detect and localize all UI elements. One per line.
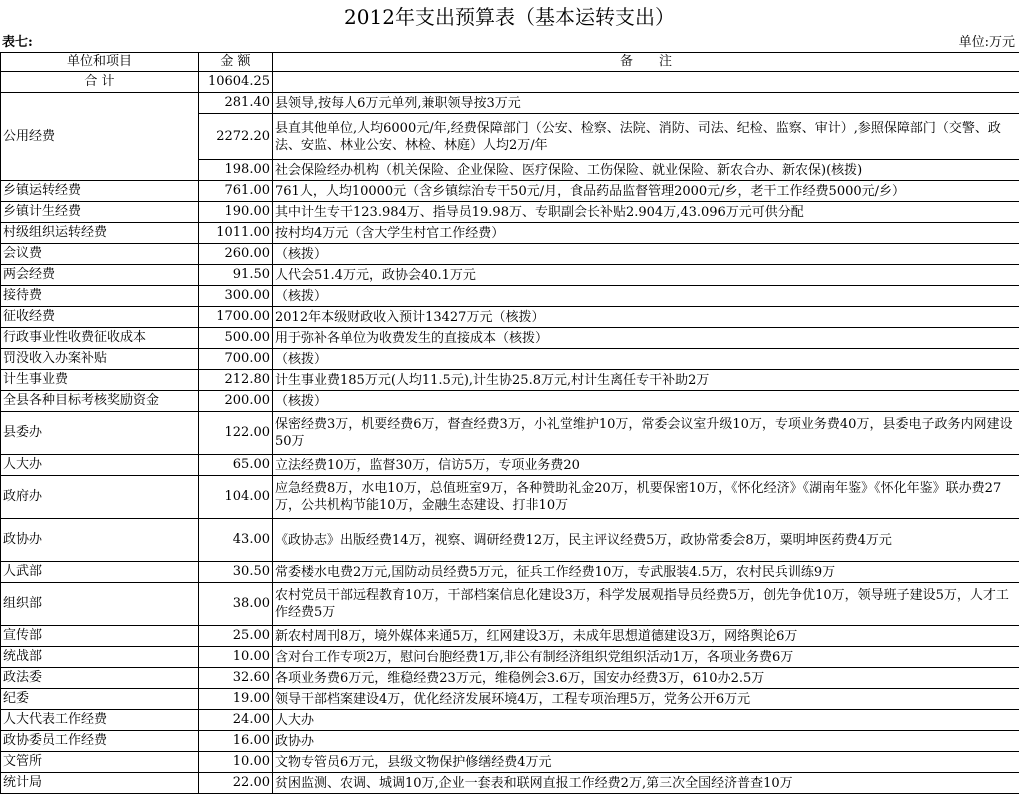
budget-table xyxy=(0,52,1019,794)
row-remark: （核拨） xyxy=(273,244,1019,265)
row-item: 政法委 xyxy=(1,668,199,689)
row-amount: 91.50 xyxy=(199,265,273,286)
row-remark: 各项业务费6万元，维稳经费23万元，维稳例会3.6万，国安办经费3万，610办2.5万 xyxy=(273,668,1019,689)
row-amount: 10.00 xyxy=(199,647,273,668)
table-row xyxy=(1,455,1019,476)
total-remark xyxy=(273,72,1019,93)
table-row xyxy=(1,307,1019,328)
row-remark: （核拨） xyxy=(273,349,1019,370)
row-amount: 19.00 xyxy=(199,689,273,710)
table-row xyxy=(1,181,1019,202)
row-amount: 65.00 xyxy=(199,455,273,476)
row-item: 两会经费 xyxy=(1,265,199,286)
row-amount: 212.80 xyxy=(199,370,273,391)
row-item: 村级组织运转经费 xyxy=(1,223,199,244)
row-item: 接待费 xyxy=(1,286,199,307)
table-row xyxy=(1,773,1019,794)
row-remark: 贫困监测、农调、城调10万,企业一套表和联网直报工作经费2万,第三次全国经济普查10万 xyxy=(273,773,1019,794)
row-remark: 政协办 xyxy=(273,731,1019,752)
row-item: 计生事业费 xyxy=(1,370,199,391)
row-amount: 281.40 xyxy=(199,93,273,114)
row-remark: 社会保险经办机构（机关保险、企业保险、医疗保险、工伤保险、就业保险、新农合办、新农保)(核拨) xyxy=(273,160,1019,181)
table-row xyxy=(1,583,1019,626)
row-remark: 常委楼水电费2万元,国防动员经费5万元，征兵工作经费10万，专武服装4.5万，农村民兵训练9万 xyxy=(273,562,1019,583)
row-remark: （核拨） xyxy=(273,286,1019,307)
row-amount: 2272.20 xyxy=(199,114,273,160)
row-item: 组织部 xyxy=(1,583,199,626)
row-amount: 10.00 xyxy=(199,752,273,773)
row-remark: 领导干部档案建设4万，优化经济发展环境4万，工程专项治理5万，党务公开6万元 xyxy=(273,689,1019,710)
row-amount: 1700.00 xyxy=(199,307,273,328)
table-row xyxy=(1,391,1019,412)
row-amount: 700.00 xyxy=(199,349,273,370)
row-item: 纪委 xyxy=(1,689,199,710)
row-amount: 22.00 xyxy=(199,773,273,794)
row-amount: 500.00 xyxy=(199,328,273,349)
row-item: 乡镇运转经费 xyxy=(1,181,199,202)
row-remark: 县直其他单位,人均6000元/年,经费保障部门（公安、检察、法院、消防、司法、纪检、监察、审计）,参照保障部门（交警、政法、安监、林业公安、林检、林庭）人均2万/年 xyxy=(273,114,1019,160)
header-item: 单位和项目 xyxy=(1,53,199,72)
table-row xyxy=(1,412,1019,455)
row-remark: 《政协志》出版经费14万，视察、调研经费12万，民主评议经费5万，政协常委会8万，粟明坤医药费4万元 xyxy=(273,519,1019,562)
row-amount: 260.00 xyxy=(199,244,273,265)
total-label: 合 计 xyxy=(1,72,199,93)
page-title: 2012年支出预算表（基本运转支出） xyxy=(0,0,1019,34)
total-amount: 10604.25 xyxy=(199,72,273,93)
row-amount: 761.00 xyxy=(199,181,273,202)
row-remark: 按村均4万元（含大学生村官工作经费） xyxy=(273,223,1019,244)
row-remark: 计生事业费185万元(人均11.5元),计生协25.8万元,村计生离任专干补助2万 xyxy=(273,370,1019,391)
row-item: 人武部 xyxy=(1,562,199,583)
row-remark: 含对台工作专项2万，慰问台胞经费1万,非公有制经济组织党组织活动1万，各项业务费6万 xyxy=(273,647,1019,668)
table-label: 表七: xyxy=(2,34,33,52)
table-row xyxy=(1,265,1019,286)
row-remark: 新农村周刊8万，境外媒体来通5万，红网建设3万，未成年思想道德建设3万，网络舆论6万 xyxy=(273,626,1019,647)
table-row xyxy=(1,668,1019,689)
table-row xyxy=(1,562,1019,583)
row-amount: 30.50 xyxy=(199,562,273,583)
table-row xyxy=(1,476,1019,519)
row-remark: 县领导,按每人6万元单列,兼职领导按3万元 xyxy=(273,93,1019,114)
row-item: 会议费 xyxy=(1,244,199,265)
row-item: 文管所 xyxy=(1,752,199,773)
row-amount: 104.00 xyxy=(199,476,273,519)
table-row xyxy=(1,93,1019,114)
row-amount: 198.00 xyxy=(199,160,273,181)
table-row xyxy=(1,710,1019,731)
row-remark: 用于弥补各单位为收费发生的直接成本（核拨） xyxy=(273,328,1019,349)
row-remark: （核拨） xyxy=(273,391,1019,412)
table-row xyxy=(1,244,1019,265)
header-amount: 金 额 xyxy=(199,53,273,72)
table-row xyxy=(1,370,1019,391)
row-amount: 122.00 xyxy=(199,412,273,455)
table-row xyxy=(1,647,1019,668)
row-item: 行政事业性收费征收成本 xyxy=(1,328,199,349)
row-remark: 2012年本级财政收入预计13427万元（核拨） xyxy=(273,307,1019,328)
row-amount: 1011.00 xyxy=(199,223,273,244)
row-amount: 16.00 xyxy=(199,731,273,752)
row-item: 政协办 xyxy=(1,519,199,562)
row-remark: 农村党员干部远程教育10万，干部档案信息化建设3万，科学发展观指导员经费5万，创先争优10万，领导班子建设5万，人才工作经费5万 xyxy=(273,583,1019,626)
row-item: 县委办 xyxy=(1,412,199,455)
unit-label: 单位:万元 xyxy=(959,34,1015,52)
row-amount: 25.00 xyxy=(199,626,273,647)
table-row xyxy=(1,519,1019,562)
row-item: 征收经费 xyxy=(1,307,199,328)
row-amount: 43.00 xyxy=(199,519,273,562)
table-row xyxy=(1,202,1019,223)
row-remark: 文物专管员6万元，县级文物保护修缮经费4万元 xyxy=(273,752,1019,773)
row-item: 人大办 xyxy=(1,455,199,476)
total-row xyxy=(1,72,1019,93)
row-amount: 300.00 xyxy=(199,286,273,307)
table-row xyxy=(1,626,1019,647)
table-row xyxy=(1,689,1019,710)
row-item: 罚没收入办案补贴 xyxy=(1,349,199,370)
row-item: 全县各种目标考核奖励资金 xyxy=(1,391,199,412)
table-row xyxy=(1,223,1019,244)
table-row xyxy=(1,328,1019,349)
row-item: 统战部 xyxy=(1,647,199,668)
row-remark: 人大办 xyxy=(273,710,1019,731)
row-item: 公用经费 xyxy=(1,93,199,181)
row-remark: 应急经费8万，水电10万，总值班室9万，各种赞助礼金20万，机要保密10万，《怀化经济》《湖南年鉴》《怀化年鉴》联办费27万，公共机构节能10万，金融生态建设、打非10万 xyxy=(273,476,1019,519)
table-row xyxy=(1,752,1019,773)
row-item: 宣传部 xyxy=(1,626,199,647)
row-amount: 32.60 xyxy=(199,668,273,689)
row-remark: 人代会51.4万元，政协会40.1万元 xyxy=(273,265,1019,286)
row-amount: 190.00 xyxy=(199,202,273,223)
table-row xyxy=(1,731,1019,752)
row-item: 人大代表工作经费 xyxy=(1,710,199,731)
row-item: 乡镇计生经费 xyxy=(1,202,199,223)
row-remark: 其中计生专干123.984万、指导员19.98万、专职副会长补贴2.904万,43.096万元可供分配 xyxy=(273,202,1019,223)
header-remark: 备 注 xyxy=(273,53,1019,72)
row-item: 政协委员工作经费 xyxy=(1,731,199,752)
table-row xyxy=(1,349,1019,370)
row-amount: 24.00 xyxy=(199,710,273,731)
row-amount: 200.00 xyxy=(199,391,273,412)
row-item: 统计局 xyxy=(1,773,199,794)
row-remark: 保密经费3万，机要经费6万，督查经费3万，小礼堂维护10万，常委会议室升级10万，专项业务费40万，县委电子政务内网建设50万 xyxy=(273,412,1019,455)
row-remark: 立法经费10万，监督30万，信访5万，专项业务费20 xyxy=(273,455,1019,476)
row-amount: 38.00 xyxy=(199,583,273,626)
row-item: 政府办 xyxy=(1,476,199,519)
header-row xyxy=(1,53,1019,72)
table-row xyxy=(1,286,1019,307)
row-remark: 761人，人均10000元（含乡镇综治专干50元/月，食品药品监督管理2000元/乡，老干工作经费5000元/乡） xyxy=(273,181,1019,202)
